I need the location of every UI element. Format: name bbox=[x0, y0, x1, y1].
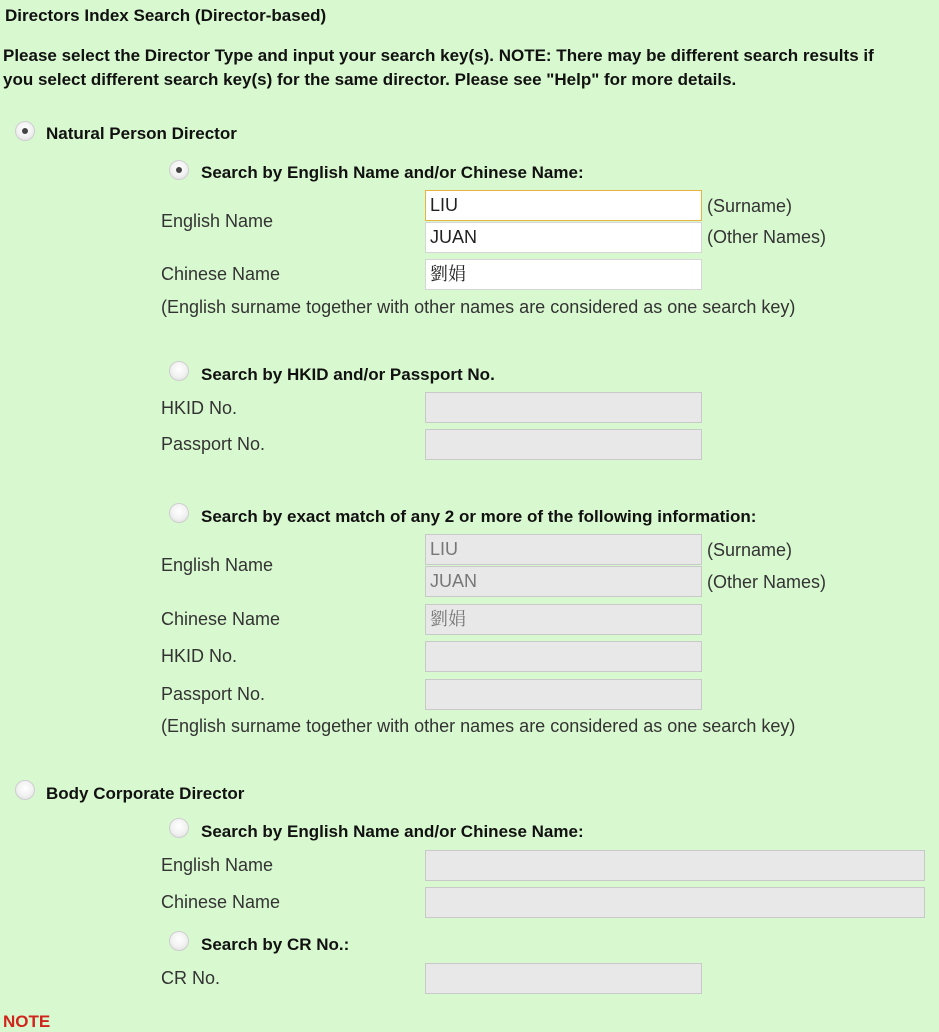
np-english-name-label: English Name bbox=[161, 211, 274, 231]
bc-cr-label: CR No. bbox=[161, 968, 221, 988]
bc-cr-input[interactable] bbox=[425, 963, 702, 994]
np-name-note: (English surname together with other names are considered as one search key) bbox=[161, 297, 796, 317]
natural-person-radio[interactable] bbox=[15, 121, 35, 141]
np-exact-passport-input[interactable] bbox=[425, 679, 702, 710]
np-exact-other-names-input[interactable]: JUAN bbox=[425, 566, 702, 597]
body-corporate-radio[interactable] bbox=[15, 780, 35, 800]
np-by-name-label[interactable]: Search by English Name and/or Chinese Name: bbox=[201, 163, 584, 182]
np-chinese-name-input[interactable]: 劉娟 bbox=[425, 259, 702, 290]
instructions-line-1: Please select the Director Type and input your search key(s). NOTE: There may be different search results if bbox=[3, 46, 874, 65]
natural-person-label[interactable]: Natural Person Director bbox=[46, 124, 237, 143]
bc-english-name-input[interactable] bbox=[425, 850, 925, 881]
np-exact-other-names-hint: (Other Names) bbox=[707, 572, 827, 592]
np-by-exact-radio[interactable] bbox=[169, 503, 189, 523]
np-passport-input[interactable] bbox=[425, 429, 702, 460]
bc-chinese-name-label: Chinese Name bbox=[161, 892, 281, 912]
np-by-exact-label[interactable]: Search by exact match of any 2 or more of the following information: bbox=[201, 507, 757, 526]
np-exact-hkid-label: HKID No. bbox=[161, 646, 238, 666]
np-other-names-hint: (Other Names) bbox=[707, 227, 827, 247]
bc-by-cr-radio[interactable] bbox=[169, 931, 189, 951]
np-exact-passport-label: Passport No. bbox=[161, 684, 266, 704]
np-chinese-name-label: Chinese Name bbox=[161, 264, 281, 284]
np-surname-input[interactable]: LIU bbox=[425, 190, 702, 221]
np-exact-surname-input[interactable]: LIU bbox=[425, 534, 702, 565]
np-hkid-label: HKID No. bbox=[161, 398, 238, 418]
np-exact-surname-hint: (Surname) bbox=[707, 540, 793, 560]
bc-by-cr-label[interactable]: Search by CR No.: bbox=[201, 935, 350, 954]
np-surname-hint: (Surname) bbox=[707, 196, 793, 216]
np-exact-hkid-input[interactable] bbox=[425, 641, 702, 672]
np-by-name-radio[interactable] bbox=[169, 160, 189, 180]
np-exact-chinese-name-input[interactable]: 劉娟 bbox=[425, 604, 702, 635]
np-hkid-input[interactable] bbox=[425, 392, 702, 423]
instructions-line-2: you select different search key(s) for the same director. Please see "Help" for more details. bbox=[3, 70, 737, 89]
np-by-id-radio[interactable] bbox=[169, 361, 189, 381]
np-other-names-input[interactable]: JUAN bbox=[425, 222, 702, 253]
bc-by-name-label[interactable]: Search by English Name and/or Chinese Name: bbox=[201, 822, 584, 841]
np-exact-english-name-label: English Name bbox=[161, 555, 274, 575]
bc-by-name-radio[interactable] bbox=[169, 818, 189, 838]
np-exact-chinese-name-label: Chinese Name bbox=[161, 609, 281, 629]
page-title: Directors Index Search (Director-based) bbox=[5, 6, 327, 25]
np-by-id-label[interactable]: Search by HKID and/or Passport No. bbox=[201, 365, 495, 384]
bc-chinese-name-input[interactable] bbox=[425, 887, 925, 918]
np-exact-note: (English surname together with other names are considered as one search key) bbox=[161, 716, 796, 736]
bottom-note: NOTE bbox=[3, 1012, 51, 1031]
bc-english-name-label: English Name bbox=[161, 855, 274, 875]
body-corporate-label[interactable]: Body Corporate Director bbox=[46, 784, 245, 803]
np-passport-label: Passport No. bbox=[161, 434, 266, 454]
